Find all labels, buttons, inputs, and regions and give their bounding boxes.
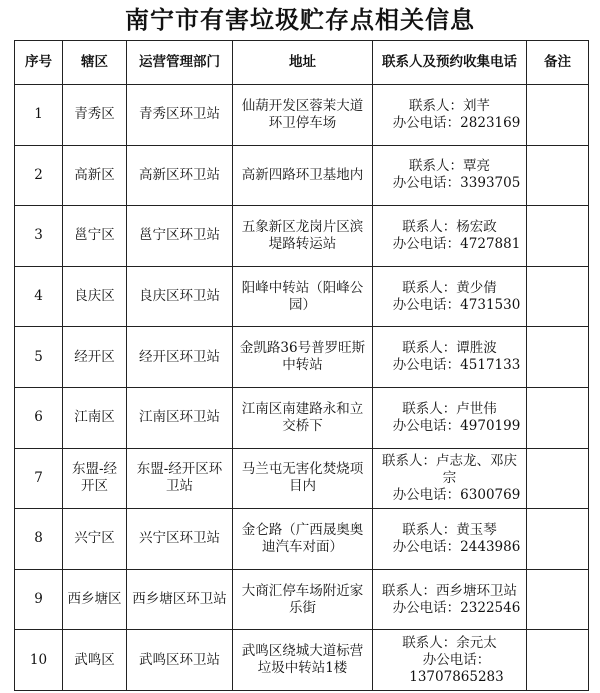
table-row	[15, 327, 589, 388]
header-index: 序号	[15, 41, 63, 85]
table-row	[15, 509, 589, 570]
contact-phone: 办公电话：3393705	[392, 175, 521, 192]
contact-name: 联系人：黄玉琴	[402, 521, 497, 538]
cell-dept: 青秀区环卫站	[127, 85, 233, 146]
cell-contact	[373, 448, 527, 509]
cell-index: 4	[15, 266, 63, 327]
cell-index: 10	[15, 630, 63, 691]
cell-dept: 东盟-经开区环卫站	[127, 448, 233, 509]
table-row	[15, 85, 589, 146]
cell-remark	[527, 509, 589, 570]
table-row	[15, 569, 589, 630]
header-dept: 运营管理部门	[127, 41, 233, 85]
contact-phone: 办公电话：13707865283	[409, 651, 504, 685]
cell-index: 6	[15, 387, 63, 448]
cell-index: 5	[15, 327, 63, 388]
cell-dept: 经开区环卫站	[127, 327, 233, 388]
table-row	[15, 206, 589, 267]
cell-remark	[527, 85, 589, 146]
contact-name: 联系人：余元太	[402, 634, 497, 651]
contact-phone: 办公电话：2322546	[392, 599, 521, 616]
contact-phone: 办公电话：2823169	[392, 114, 521, 131]
contact-name: 联系人：谭胜波	[402, 340, 497, 357]
cell-remark	[527, 206, 589, 267]
contact-name: 联系人：覃亮	[409, 158, 490, 175]
cell-remark	[527, 266, 589, 327]
cell-address: 金凯路36号普罗旺斯中转站	[233, 327, 373, 388]
info-table	[14, 40, 589, 691]
contact-name: 联系人：杨宏政	[402, 218, 497, 235]
cell-remark	[527, 448, 589, 509]
cell-district: 江南区	[63, 387, 127, 448]
cell-district: 东盟-经开区	[63, 448, 127, 509]
contact-phone: 办公电话：6300769	[392, 486, 521, 503]
cell-contact	[373, 387, 527, 448]
cell-dept: 西乡塘区环卫站	[127, 569, 233, 630]
cell-dept: 邕宁区环卫站	[127, 206, 233, 267]
contact-name: 联系人：黄少倩	[402, 279, 497, 296]
contact-name: 联系人：刘芊	[409, 97, 490, 114]
table-row	[15, 145, 589, 206]
cell-dept: 武鸣区环卫站	[127, 630, 233, 691]
contact-phone: 办公电话：4727881	[392, 235, 521, 252]
table-row	[15, 387, 589, 448]
cell-address: 五象新区龙岗片区滨堤路转运站	[233, 206, 373, 267]
header-address: 地址	[233, 41, 373, 85]
cell-district: 兴宁区	[63, 509, 127, 570]
cell-address: 阳峰中转站（阳峰公园）	[233, 266, 373, 327]
cell-dept: 兴宁区环卫站	[127, 509, 233, 570]
contact-phone: 办公电话：2443986	[392, 538, 521, 555]
cell-contact	[373, 145, 527, 206]
contact-phone: 办公电话：4970199	[392, 417, 521, 434]
header-contact: 联系人及预约收集电话	[373, 41, 527, 85]
cell-index: 8	[15, 509, 63, 570]
cell-address: 大商汇停车场附近家乐街	[233, 569, 373, 630]
header-remark: 备注	[527, 41, 589, 85]
cell-remark	[527, 145, 589, 206]
contact-phone: 办公电话：4517133	[392, 357, 521, 374]
cell-district: 经开区	[63, 327, 127, 388]
cell-remark	[527, 569, 589, 630]
cell-index: 7	[15, 448, 63, 509]
cell-index: 1	[15, 85, 63, 146]
contact-name: 联系人：卢志龙、邓庆宗	[382, 452, 517, 486]
cell-contact	[373, 509, 527, 570]
cell-dept: 良庆区环卫站	[127, 266, 233, 327]
cell-district: 高新区	[63, 145, 127, 206]
cell-district: 西乡塘区	[63, 569, 127, 630]
page-title: 南宁市有害垃圾贮存点相关信息	[125, 6, 475, 34]
cell-contact	[373, 630, 527, 691]
cell-contact	[373, 85, 527, 146]
cell-contact	[373, 569, 527, 630]
cell-district: 邕宁区	[63, 206, 127, 267]
cell-address: 马兰屯无害化焚烧项目内	[233, 448, 373, 509]
cell-address: 武鸣区绕城大道标营垃圾中转站1楼	[233, 630, 373, 691]
cell-index: 3	[15, 206, 63, 267]
cell-dept: 高新区环卫站	[127, 145, 233, 206]
cell-address: 金仑路（广西晟奥奥迪汽车对面）	[233, 509, 373, 570]
cell-index: 9	[15, 569, 63, 630]
cell-district: 良庆区	[63, 266, 127, 327]
cell-address: 仙葫开发区蓉茉大道环卫停车场	[233, 85, 373, 146]
cell-address: 江南区南建路永和立交桥下	[233, 387, 373, 448]
cell-address: 高新四路环卫基地内	[233, 145, 373, 206]
cell-index: 2	[15, 145, 63, 206]
cell-district: 武鸣区	[63, 630, 127, 691]
contact-name: 联系人：卢世伟	[402, 400, 497, 417]
contact-name: 联系人：西乡塘环卫站	[382, 582, 517, 599]
cell-remark	[527, 630, 589, 691]
cell-remark	[527, 327, 589, 388]
cell-contact	[373, 266, 527, 327]
table-row	[15, 630, 589, 691]
cell-contact	[373, 327, 527, 388]
contact-phone: 办公电话：4731530	[392, 296, 521, 313]
table-row	[15, 266, 589, 327]
cell-dept: 江南区环卫站	[127, 387, 233, 448]
header-row	[15, 41, 589, 85]
cell-district: 青秀区	[63, 85, 127, 146]
cell-contact	[373, 206, 527, 267]
cell-remark	[527, 387, 589, 448]
table-row	[15, 448, 589, 509]
header-district: 辖区	[63, 41, 127, 85]
